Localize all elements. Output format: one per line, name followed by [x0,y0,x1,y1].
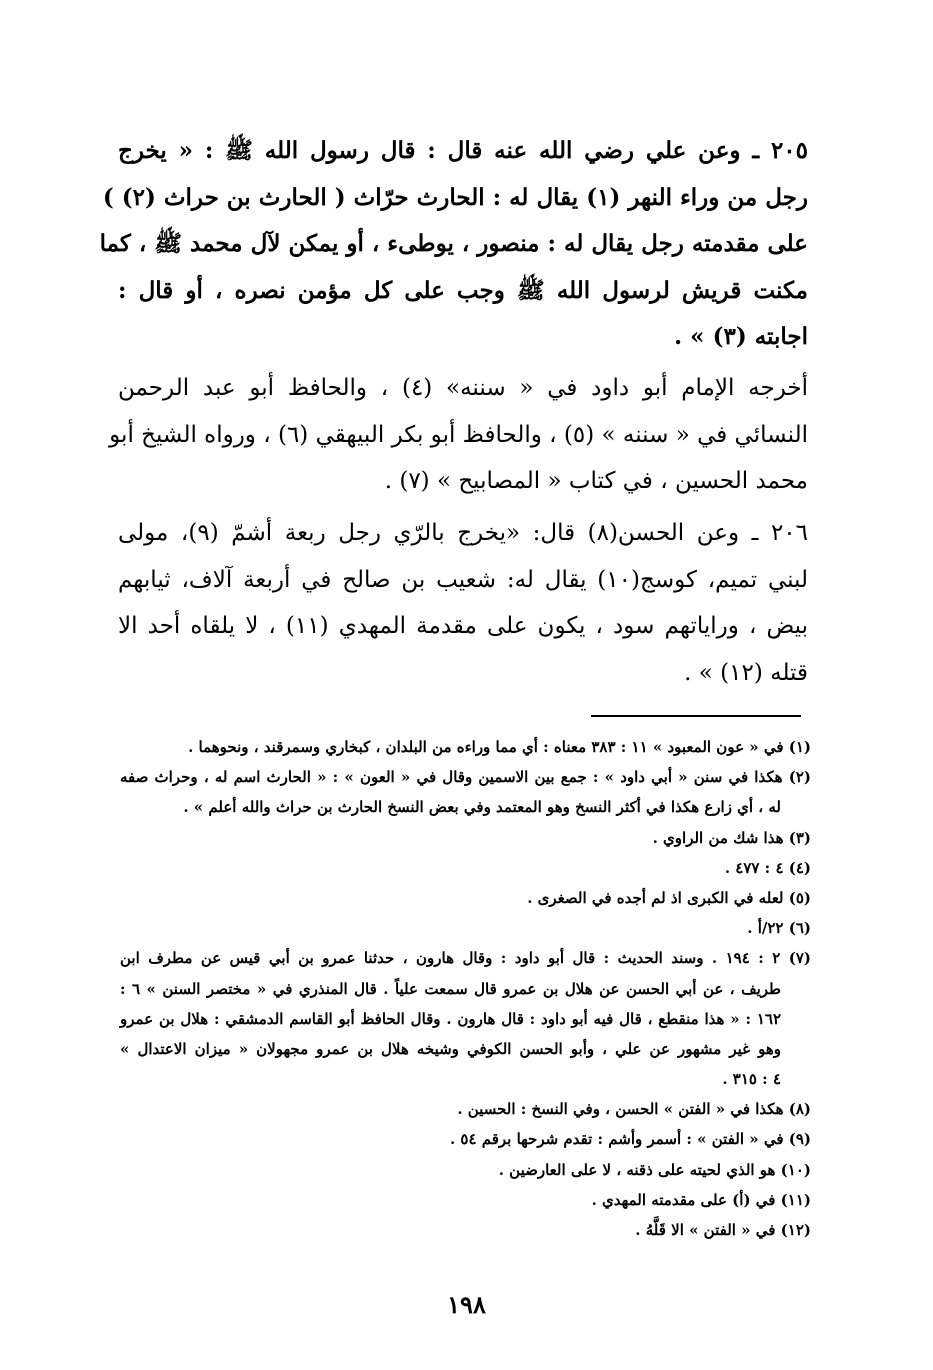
footnote-line: (١٠) هو الذي لحيته على ذقنه ، لا على العارضين . [498,1160,811,1179]
hadith-205-paragraph [99,128,808,361]
citation-paragraph [109,365,808,505]
text-line: قتله (١٢) » . [684,659,808,686]
footnote-line: (٤) ٤ : ٤٧٧ . [724,858,811,877]
footnote-line: وهو غير مشهور عن علي ، وأبو الحسن الكوفي وشيخه هلال بن عمرو مجهولان « ميزان الاعتدال » [120,1039,781,1058]
footnote-line: (١٢) في « الفتن » الا قَلَّهُ . [635,1221,811,1239]
footnotes-section [120,732,811,1245]
text-line: ٢٠٦ ـ وعن الحسن(٨) قال: «يخرج بالرّي رجل ربعة أشمّ (٩)، مولى [118,520,808,546]
footnote-line: (٧) ٢ : ١٩٤ . وسند الحديث : قال أبو داود : وقال هارون ، حدثنا عمرو بن أبي قيس عن مطرف ابن [120,949,812,968]
footnote-line: (٦) ٢٢/أ . [747,919,811,938]
text-line: على مقدمته رجل يقال له : منصور ، يوطىء ، أو يمكن لآل محمد ﷺ ، كما [99,230,808,258]
page-number: ١٩٨ [447,1290,486,1319]
footnote-line: (٢) هكذا في سنن « أبي داود » : جمع بين الاسمين وقال في « العون » : « الحارث اسم له ، وحراث صفه [120,768,811,787]
footnote-line: ١٦٢ : « هذا منقطع ، قال فيه أبو داود : قال هارون . وقال الحافظ أبو القاسم الدمشقي : هلال بن عمرو [120,1009,781,1028]
footnote-line: طريف ، عن أبي الحسن عن هلال بن عمرو قال سمعت علياً . قال المنذري في « مختصر السنن » ٦ : [120,979,781,998]
footnote-line: (١١) في (أ) على مقدمته المهدي . [591,1190,811,1209]
footnote-line: ٤ : ٣١٥ . [722,1070,781,1089]
text-line: لبني تميم، كوسج(١٠) يقال له: شعيب بن صالح في أربعة آلاف، ثيابهم [118,566,809,593]
text-line: النسائي في « سننه » (٥) ، والحافظ أبو بكر البيهقي (٦) ، ورواه الشيخ أبو [109,421,808,448]
footnote-line: (٨) هكذا في « الفتن » الحسن ، وفي النسخ : الحسين . [457,1100,811,1119]
footnote-divider [591,715,801,717]
text-line: مكنت قريش لرسول الله ﷺ وجب على كل مؤمن نصره ، أو قال : [118,276,808,304]
text-line: أخرجه الإمام أبو داود في « سننه» (٤) ، والحافظ أبو عبد الرحمن [118,375,808,401]
footnote-line: له ، أي زارع هكذا في أكثر النسخ وهو المعتمد وفي بعض النسخ الحارث بن حراث والله أعلم » . [183,798,781,817]
footnote-line: (٣) هذا شك من الراوي . [652,828,811,847]
footnote-line: (٥) لعله في الكبرى اذ لم أجده في الصغرى . [527,888,811,907]
footnote-line: (٩) في « الفتن » : أسمر وأشم : تقدم شرحها برقم ٥٤ . [449,1130,811,1149]
hadith-206-paragraph [118,510,808,696]
text-line: رجل من وراء النهر (١) يقال له : الحارث حرّاث ( الحارث بن حراث (٢) ) [102,183,808,211]
text-line: ٢٠٥ ـ وعن علي رضي الله عنه قال : قال رسول الله ﷺ : « يخرج [118,137,808,164]
text-line: محمد الحسين ، في كتاب « المصابيح » (٧) . [384,468,808,495]
footnote-line: (١) في « عون المعبود » ١١ : ٣٨٣ معناه : أي مما وراءه من البلدان ، كبخاري وسمرقند ، ونحوهما . [188,738,811,756]
text-line: اجابته (٣) » . [674,323,808,351]
text-line: بيض ، وراياتهم سود ، يكون على مقدمة المهدي (١١) ، لا يلقاه أحد الا [118,613,808,640]
